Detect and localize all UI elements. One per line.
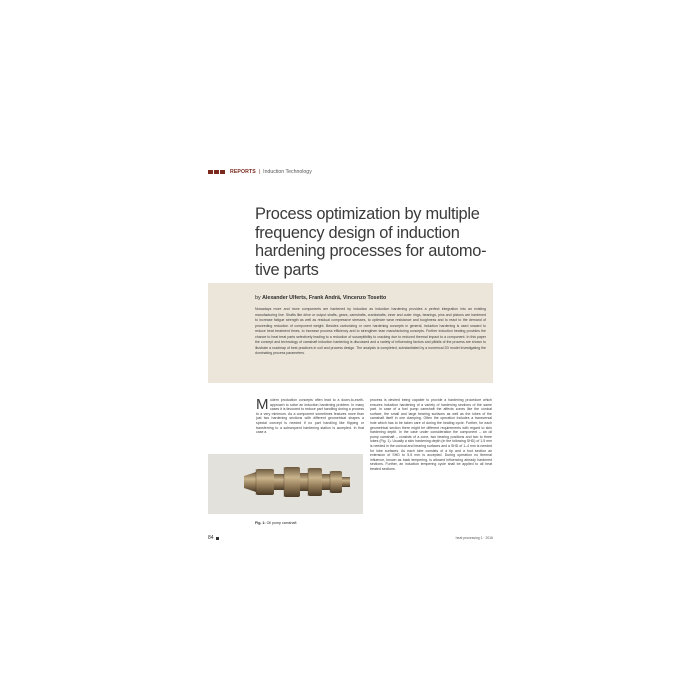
section-label: REPORTS [230,169,256,175]
byline [255,295,386,301]
body-column-left [256,398,364,454]
header-separator: | [258,169,261,175]
header-square-icon [214,170,219,174]
journal-page [208,158,493,544]
abstract-text: Nowadays more and more components are hardened by induction as induction hardening provides a perfect integration into an existing manufacturing line. Shafts like drive or output shafts, gears, camshafts, crankshafts, inner and outer rings, bearings, pins and pistons are hardened to increase fatigue strength as well as residual compressive stresses, to optimize wear resistance and toughness and to react to the demand of proceeding reduction of component weight. Besides carburizing or oven hardening concepts in general, induction hardening is used onward to reduce heat treatment times, to increase process efficiency and to strengthen lean manufacturing concepts. Further induction heating provides the chance to heat treat parts selectively leading to a reduction of susceptibility to cracking due to reduced thermal impact to a component. In this paper the concept and technology of camshaft induction hardening is discussed and a variety of influencing factors and pitfalls of the process are shown to illustrate a roadmap of best practices in coil and process design. The analysis is completed, substantiated by a numerical 2D model investigating the dominating process parameters. [255,307,486,355]
authors: Alexander Ulferts, Frank Andrä, Vincenzo Tosetto [262,295,387,301]
header-square-icon [208,170,213,174]
camshaft-image [208,454,363,514]
article-title: Process optimization by multiple frequency design of induction hardening processes for automo-tive parts [255,205,487,279]
footer-square-icon [216,537,219,540]
figure-caption-label: Fig. 1: [255,521,266,525]
drop-cap: M [256,398,269,413]
topic-label: Induction Technology [263,169,312,175]
page-number [208,535,219,541]
section-header [208,169,312,175]
page-number-text: 84 [208,535,214,541]
body-column-right [370,398,492,529]
abstract-box [208,283,493,383]
camshaft-figure [208,454,363,514]
header-square-icon [220,170,225,174]
body-text-left: odern production concepts often lead to a down-to-earth-approach to solve an induction hardening problem. In many cases it is favoured to reduce part handling during a process to a very minimum. As a component sometimes features more than just two hardening sections with different geometrical shapes a special concept is needed if no part handling like flipping or transferring to a subsequent hardening station is accepted. In that case a [256,398,364,435]
figure-caption [255,521,297,525]
byline-prefix: by [255,295,261,301]
journal-footer: heat processing 1 · 2016 [455,536,493,540]
body-text-right: process is desired being capable to provide a hardening procedure which ensures induction hardening of a variety of hardening sections of the same part. In case of a fuel pump camshaft the affects zones like the conical surface, the small and large bearing surfaces as well as the lobes of the camshaft itself in one clamping. Often the operation includes a transversal hole which has to be taken care of during the heating cycle. Further, for each geometrical section there might be different requirements with regard to skin hardening depth. In the case under consideration the component – an oil pump camshaft – consists of a cone, two bearing positions and two to three lobes (Fig. 1). Usually a skin hardening depth (in the following SHD) of 1.5 mm is needed in the conical and bearing surfaces and a SHD of 1–4 mm is needed for lobe surfaces. As each lobe consists of a tip and a foot section an extension of SHD to 5.5 mm is accepted. During operation no thermal influence, known as back tempering, is allowed influencing already hardened sections. Further, an induction tempering cycle shall be applied to all heat treated sections. [370,398,492,471]
figure-caption-text: Oil pump camshaft [266,521,297,525]
